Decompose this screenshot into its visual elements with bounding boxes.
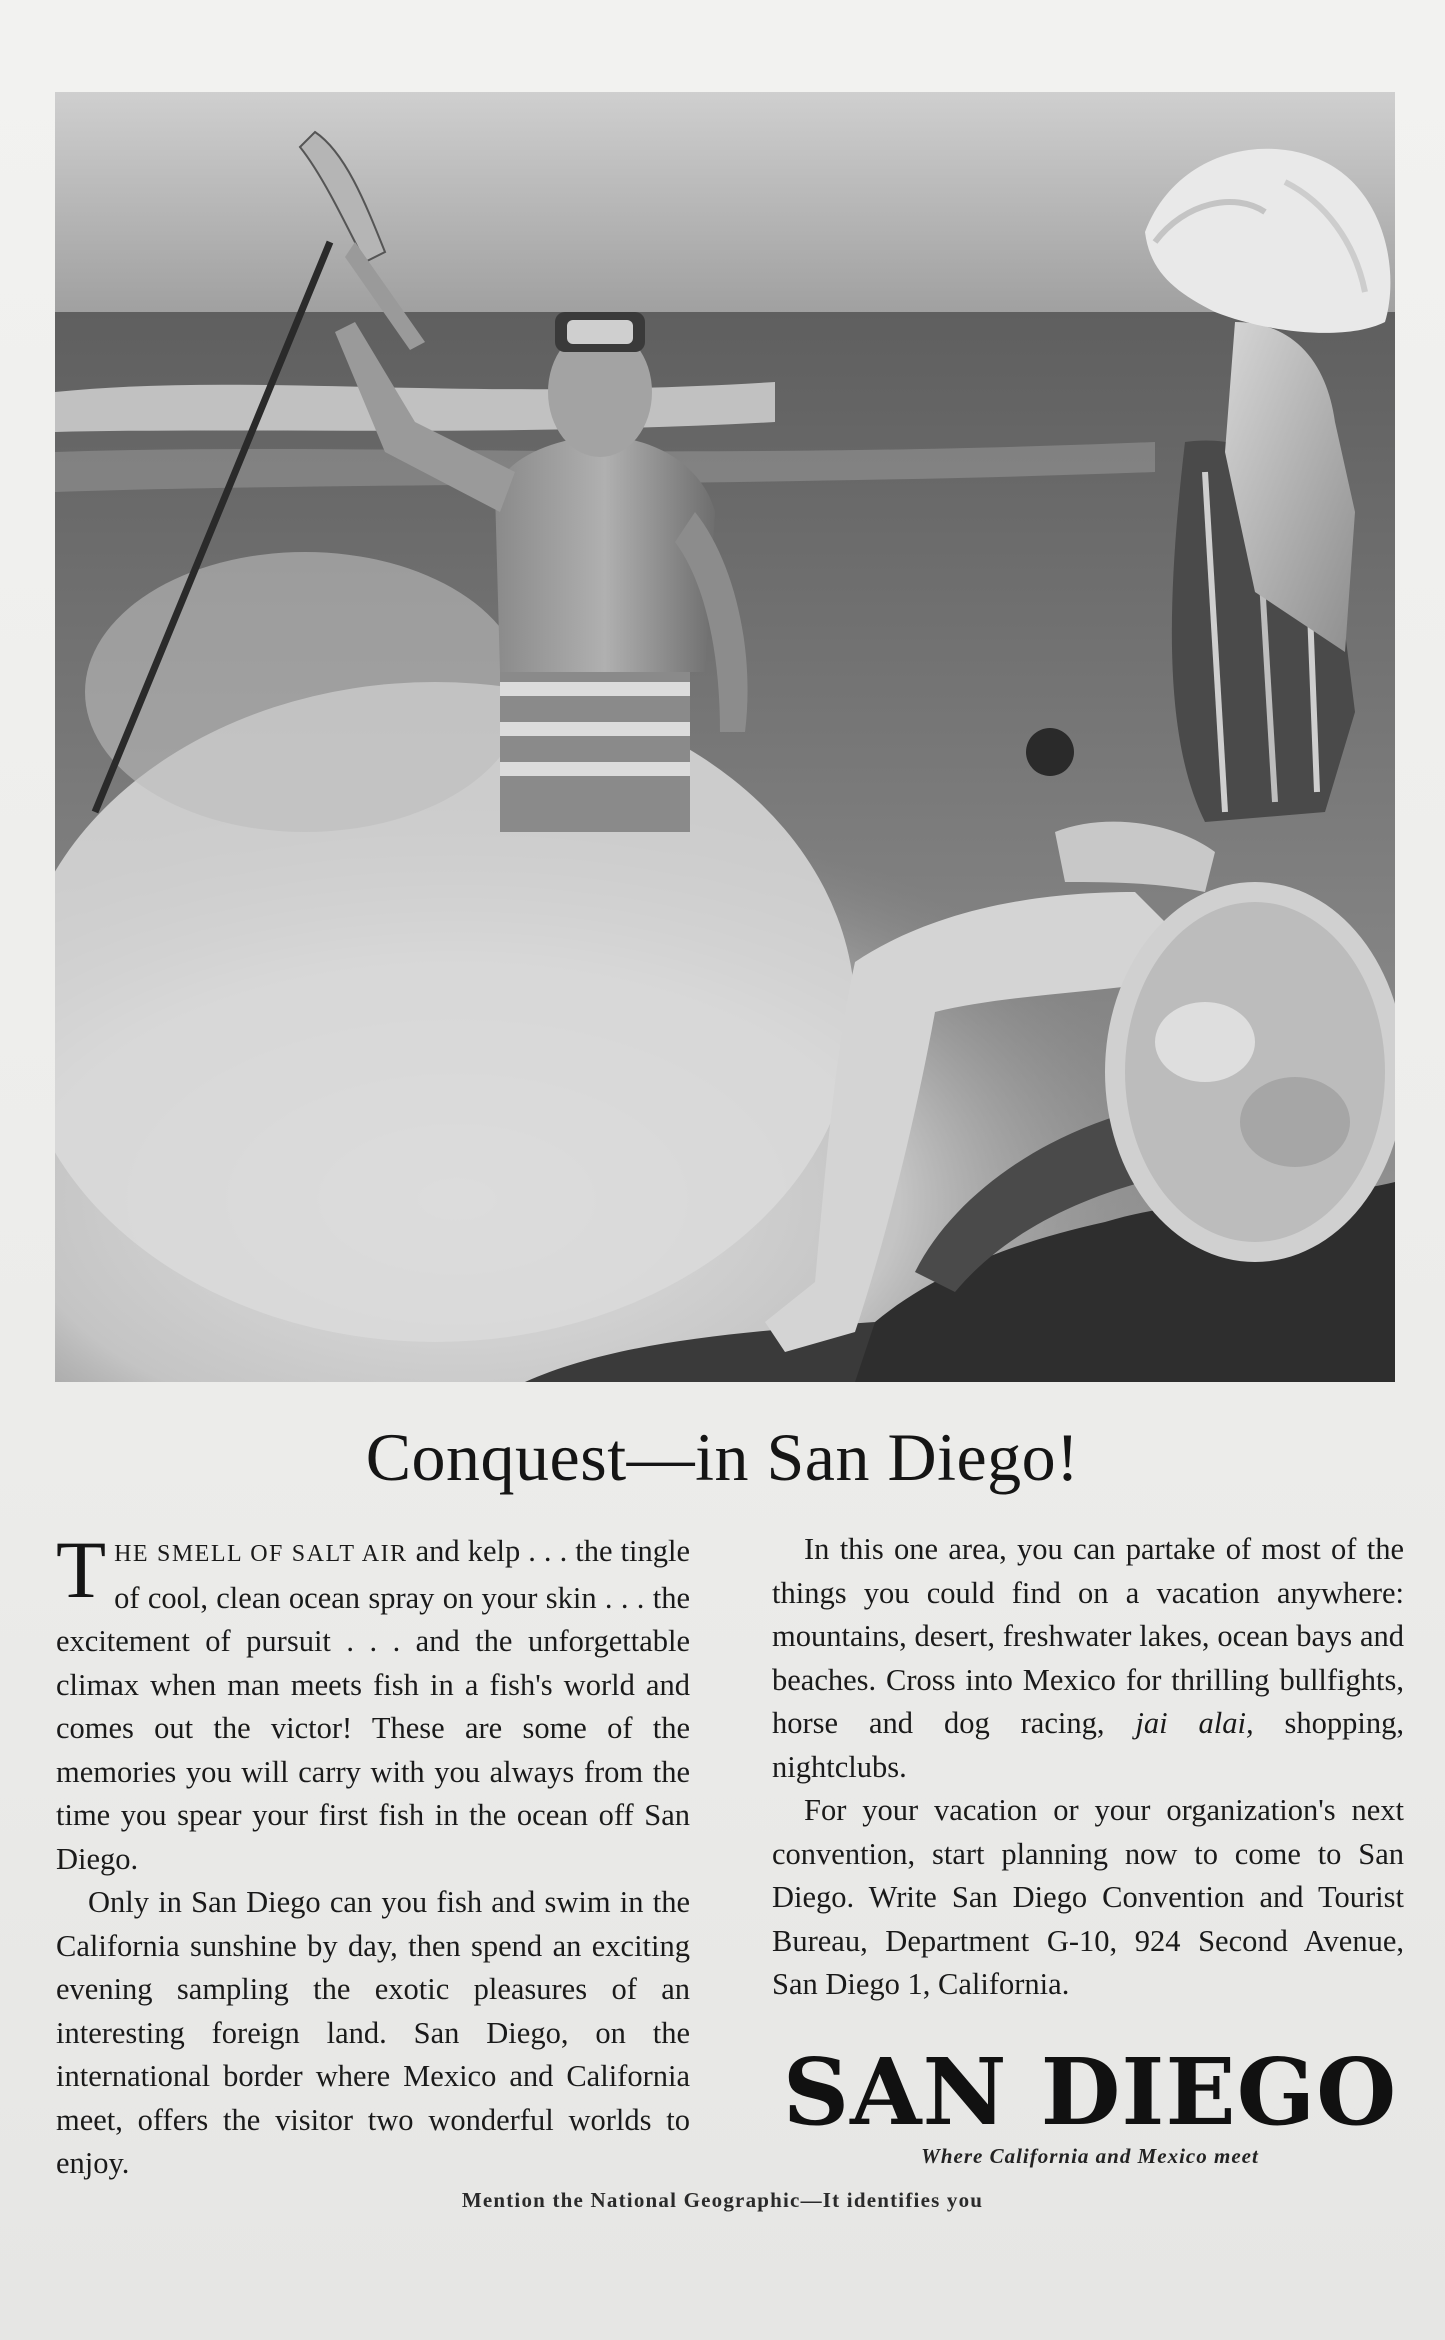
- beach-spearfishing-photo: [55, 92, 1395, 1382]
- footer-note: Mention the National Geographic—It identifies you: [461, 2188, 984, 2212]
- logo-tagline: Where California and Mexico meet: [921, 2144, 1259, 2168]
- headline: Conquest—in San Diego!: [365, 1419, 1080, 1495]
- san-diego-logo: [775, 2040, 1405, 2169]
- paragraph-text: shopping, nightclubs.: [772, 1706, 1404, 1784]
- photo-illustration: [55, 92, 1395, 1382]
- paragraph: [56, 1524, 690, 1881]
- paragraph: [772, 1528, 1404, 1789]
- paragraph-text: In this one area, you can partake of most of the things you could find on a vacation anywhere: mountains, desert, freshwater lakes, ocean bays and beaches. Cross into Mexico for thrilling bullfights, horse and dog racing,: [772, 1532, 1404, 1740]
- logo-wordmark: SAN DIEGO: [782, 2038, 1398, 2146]
- body-column-right: [772, 1528, 1404, 2007]
- italic-text: jai alai,: [1135, 1706, 1254, 1740]
- lead-in-smallcaps: HE SMELL OF SALT AIR: [114, 1541, 408, 1567]
- body-column-left: [56, 1524, 690, 2186]
- dropcap: T: [56, 1524, 107, 1615]
- paragraph: Only in San Diego can you fish and swim in the California sunshine by day, then spend an exciting evening sampling the exotic pleasures of an interesting foreign land. San Diego, on the international border where Mexico and California meet, offers the visitor two wonderful worlds to enjoy.: [56, 1885, 690, 2180]
- paragraph: For your vacation or your organization's next convention, start planning now to come to San Diego. Write San Diego Convention and Tourist Bureau, Department G-10, 924 Second Avenue, San Diego 1, California.: [772, 1793, 1404, 2001]
- paragraph-text: and kelp . . . the tingle of cool, clean ocean spray on your skin . . . the excitement of pursuit . . . and the unforgettable climax when man meets fish in a fish's world and comes out the victor! These are some of the memories you will carry with you always from the time you spear your first fish in the ocean off San Diego.: [56, 1534, 690, 1876]
